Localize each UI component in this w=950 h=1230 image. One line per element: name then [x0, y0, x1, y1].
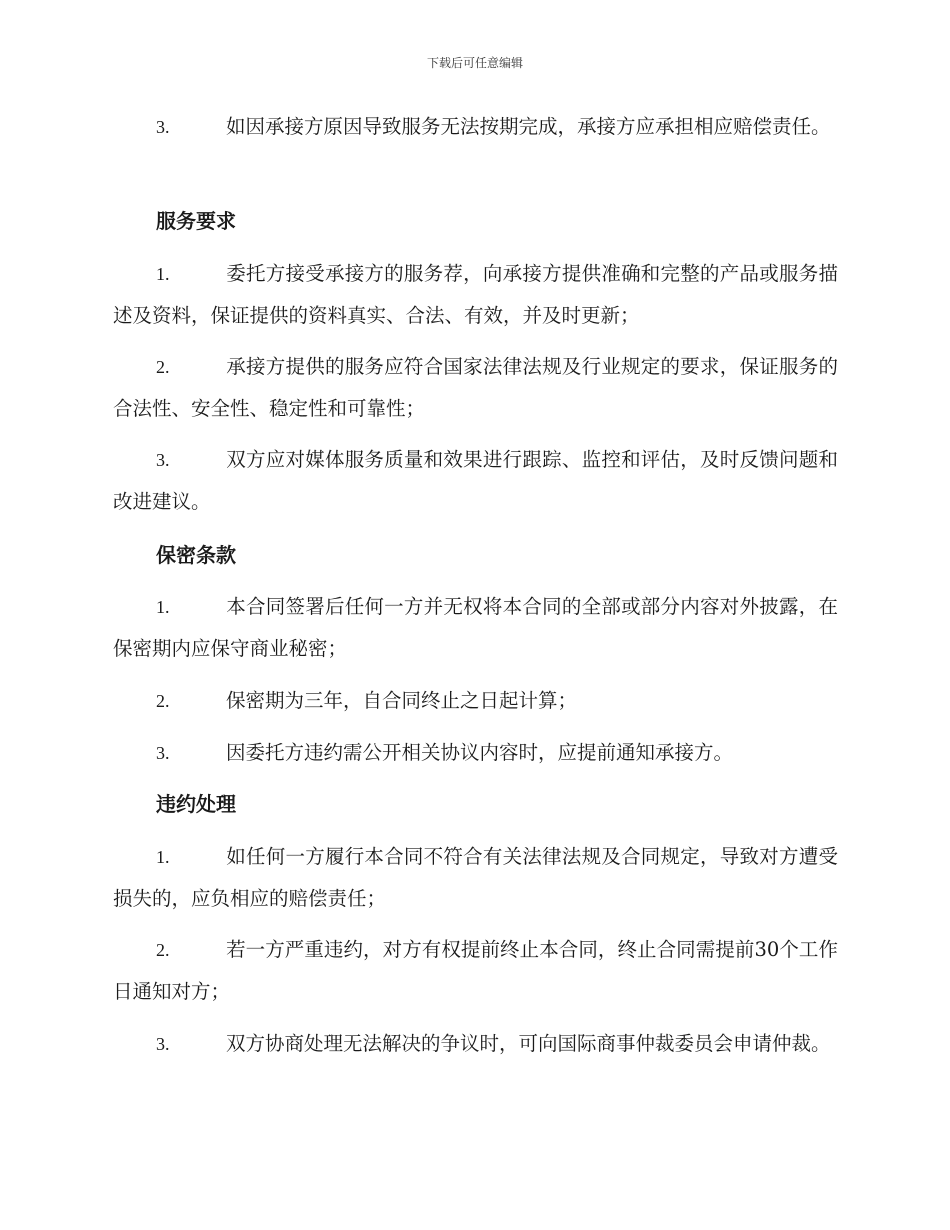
item-number: 1.	[156, 847, 170, 867]
item-text: 若一方严重违约，对方有权提前终止本合同，终止合同需提前30个工作日通知对方；	[113, 938, 838, 1003]
item-text: 本合同签署后任何一方并无权将本合同的全部或部分内容对外披露，在保密期内应保守商业秘密；	[113, 595, 838, 660]
list-item	[113, 253, 838, 337]
item-text: 双方应对媒体服务质量和效果进行跟踪、监控和评估，及时反馈问题和改进建议。	[113, 448, 838, 513]
item-text: 如因承接方原因导致服务无法按期完成，承接方应承担相应赔偿责任。	[226, 115, 831, 138]
item-number: 3.	[156, 1034, 170, 1054]
item-text: 如任何一方履行本合同不符合有关法律法规及合同规定，导致对方遭受损失的，应负相应的赔偿责任；	[113, 845, 838, 910]
item-text: 双方协商处理无法解决的争议时，可向国际商事仲裁委员会申请仲裁。	[226, 1032, 831, 1055]
list-item	[113, 929, 838, 1013]
section-heading: 保密条款	[156, 543, 236, 567]
list-item	[113, 346, 838, 430]
item-text: 保密期为三年，自合同终止之日起计算；	[226, 689, 578, 712]
item-text: 承接方提供的服务应符合国家法律法规及行业规定的要求，保证服务的合法性、安全性、稳定性和可靠性；	[113, 355, 838, 420]
list-item	[113, 586, 838, 670]
item-number: 1.	[156, 264, 170, 284]
item-number: 2.	[156, 691, 170, 711]
list-item	[113, 1023, 838, 1065]
section-heading: 服务要求	[156, 209, 236, 233]
list-item	[113, 106, 838, 148]
list-item	[113, 680, 838, 722]
item-number: 3.	[156, 117, 170, 137]
item-number: 2.	[156, 357, 170, 377]
list-item	[113, 836, 838, 920]
item-number: 3.	[156, 743, 170, 763]
page-header: 下载后可任意编辑	[426, 56, 523, 70]
list-item	[113, 732, 838, 774]
list-item	[113, 439, 838, 523]
item-number: 2.	[156, 940, 170, 960]
item-number: 3.	[156, 450, 170, 470]
section-heading: 违约处理	[156, 792, 236, 816]
item-text: 委托方接受承接方的服务荐，向承接方提供准确和完整的产品或服务描述及资料，保证提供的资料真实、合法、有效，并及时更新；	[113, 262, 838, 327]
item-text: 因委托方违约需公开相关协议内容时，应提前通知承接方。	[226, 741, 734, 764]
item-number: 1.	[156, 597, 170, 617]
